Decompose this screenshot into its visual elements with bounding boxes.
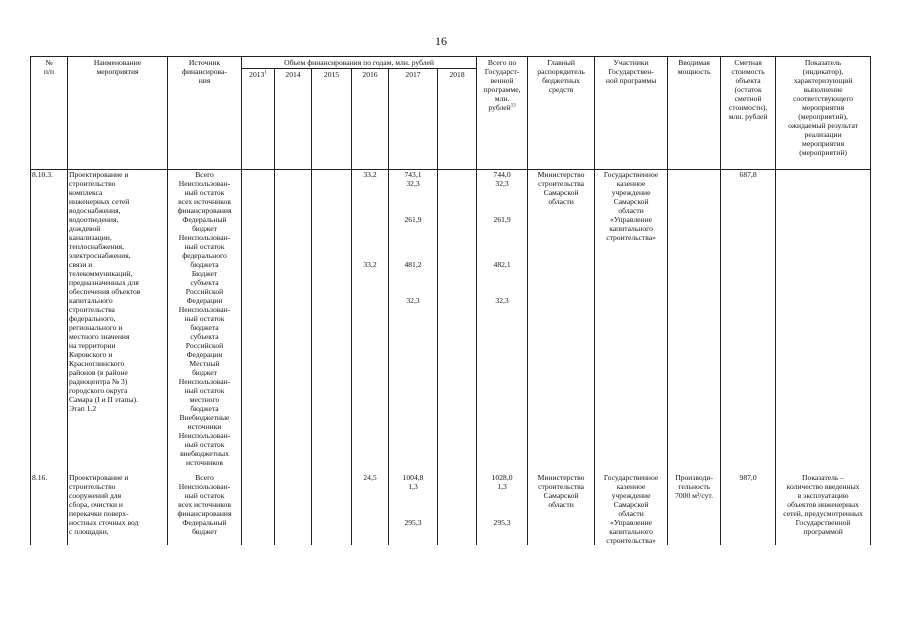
col-indicator: Показатель (индикатор), характеризующий выполнение соответствующего мероприятия (мероприятий), ожидаемый результат реализации мероприятия (мероприятий) (776, 57, 871, 170)
col-year-2018: 2018 (438, 69, 477, 170)
row-2014 (275, 170, 312, 468)
table-row (31, 473, 871, 545)
row-indicator (776, 170, 871, 468)
row-capacity (668, 170, 721, 468)
col-year-2013: 2013$^1$ (242, 69, 275, 170)
row-source: Всего Неиспользован- ный остаток всех источников финансирования Федеральный бюджет (168, 473, 242, 545)
row-2016: 24,5 (352, 473, 389, 545)
col-capacity: Вводимая мощность (668, 57, 721, 170)
row-2014 (275, 473, 312, 545)
col-year-2016: 2016 (352, 69, 389, 170)
row-name: Проектирование и строительство сооружений для сбора, очистки и перекачки поверх- ностных сточных вод с площадки, (68, 473, 168, 545)
row-indicator: Показатель – количество введенных в эксплуатацию объектов инженерных сетей, предусмотренных Государственной программой (776, 473, 871, 545)
col-main-manager: Главный распорядитель бюджетных средств (528, 57, 595, 170)
row-2016: 33,2 33,2 (352, 170, 389, 468)
row-capacity: Производи- тельность 7000 м³/сут. (668, 473, 721, 545)
row-2018 (438, 170, 477, 468)
row-num: 8.16. (31, 473, 68, 545)
col-year-2017: 2017 (389, 69, 438, 170)
row-2017: 1004,8 1,3 295,3 (389, 473, 438, 545)
financing-table (30, 56, 871, 545)
row-participants: Государственное казенное учреждение Самарской области «Управление капитального строительства» (595, 170, 668, 468)
col-participants: Участники Государствен- ной программы (595, 57, 668, 170)
row-2013 (242, 473, 275, 545)
row-2018 (438, 473, 477, 545)
table-row (31, 170, 871, 468)
row-2015 (312, 473, 352, 545)
row-name: Проектирование и строительство комплекса инженерных сетей водоснабжения, водоотведения, дождевой канализации, теплоснабжения, электроснабжения, связи и телекоммуникаций, предназначенных для обеспечения объектов капитального строительства федерального, регионального и местного значения на территории Кировского и Красноглинского районов (в районе радиоцентра № 3) городского округа Самара (I и II этапы). Этап 1.2 (68, 170, 168, 468)
row-estimate: 687,8 (721, 170, 776, 468)
row-total: 744,0 32,3 261,9 482,1 32,3 (477, 170, 528, 468)
row-participants: Государственное казенное учреждение Самарской области «Управление капитального строительства» (595, 473, 668, 545)
row-source: Всего Неиспользован- ный остаток всех источников финансирования Федеральный бюджет Неиспользован- ный остаток федерального бюджета Бюджет субъекта Российской Федерации Неиспользован- ный остаток бюджета субъекта Российской Федерации Местный бюджет Неиспользован- ный остаток местного бюджета Внебюджетные источники Неиспользован- ный остаток внебюджетных источников (168, 170, 242, 468)
col-num: № п/п (31, 57, 68, 170)
col-volume: Объем финансирования по годам, млн. рублей (242, 57, 477, 69)
row-2015 (312, 170, 352, 468)
col-source: Источник финансирова- ния (168, 57, 242, 170)
col-year-2014: 2014 (275, 69, 312, 170)
row-2013 (242, 170, 275, 468)
row-total: 1028,0 1,3 295,3 (477, 473, 528, 545)
row-num: 8.10.3. (31, 170, 68, 468)
row-manager: Министерство строительства Самарской области (528, 170, 595, 468)
col-name: Наименование мероприятия (68, 57, 168, 170)
page-number: 16 (435, 34, 447, 48)
row-estimate: 987,0 (721, 473, 776, 545)
row-2017: 743,1 32,3 261,9 481,2 32,3 (389, 170, 438, 468)
col-estimate: Сметная стоимость объекта (остаток сметной стоимости), млн. рублей (721, 57, 776, 170)
row-manager: Министерство строительства Самарской области (528, 473, 595, 545)
col-year-2015: 2015 (312, 69, 352, 170)
col-total: Всего по Государст- венной программе, млн. рублей$^{13}$ (477, 57, 528, 170)
